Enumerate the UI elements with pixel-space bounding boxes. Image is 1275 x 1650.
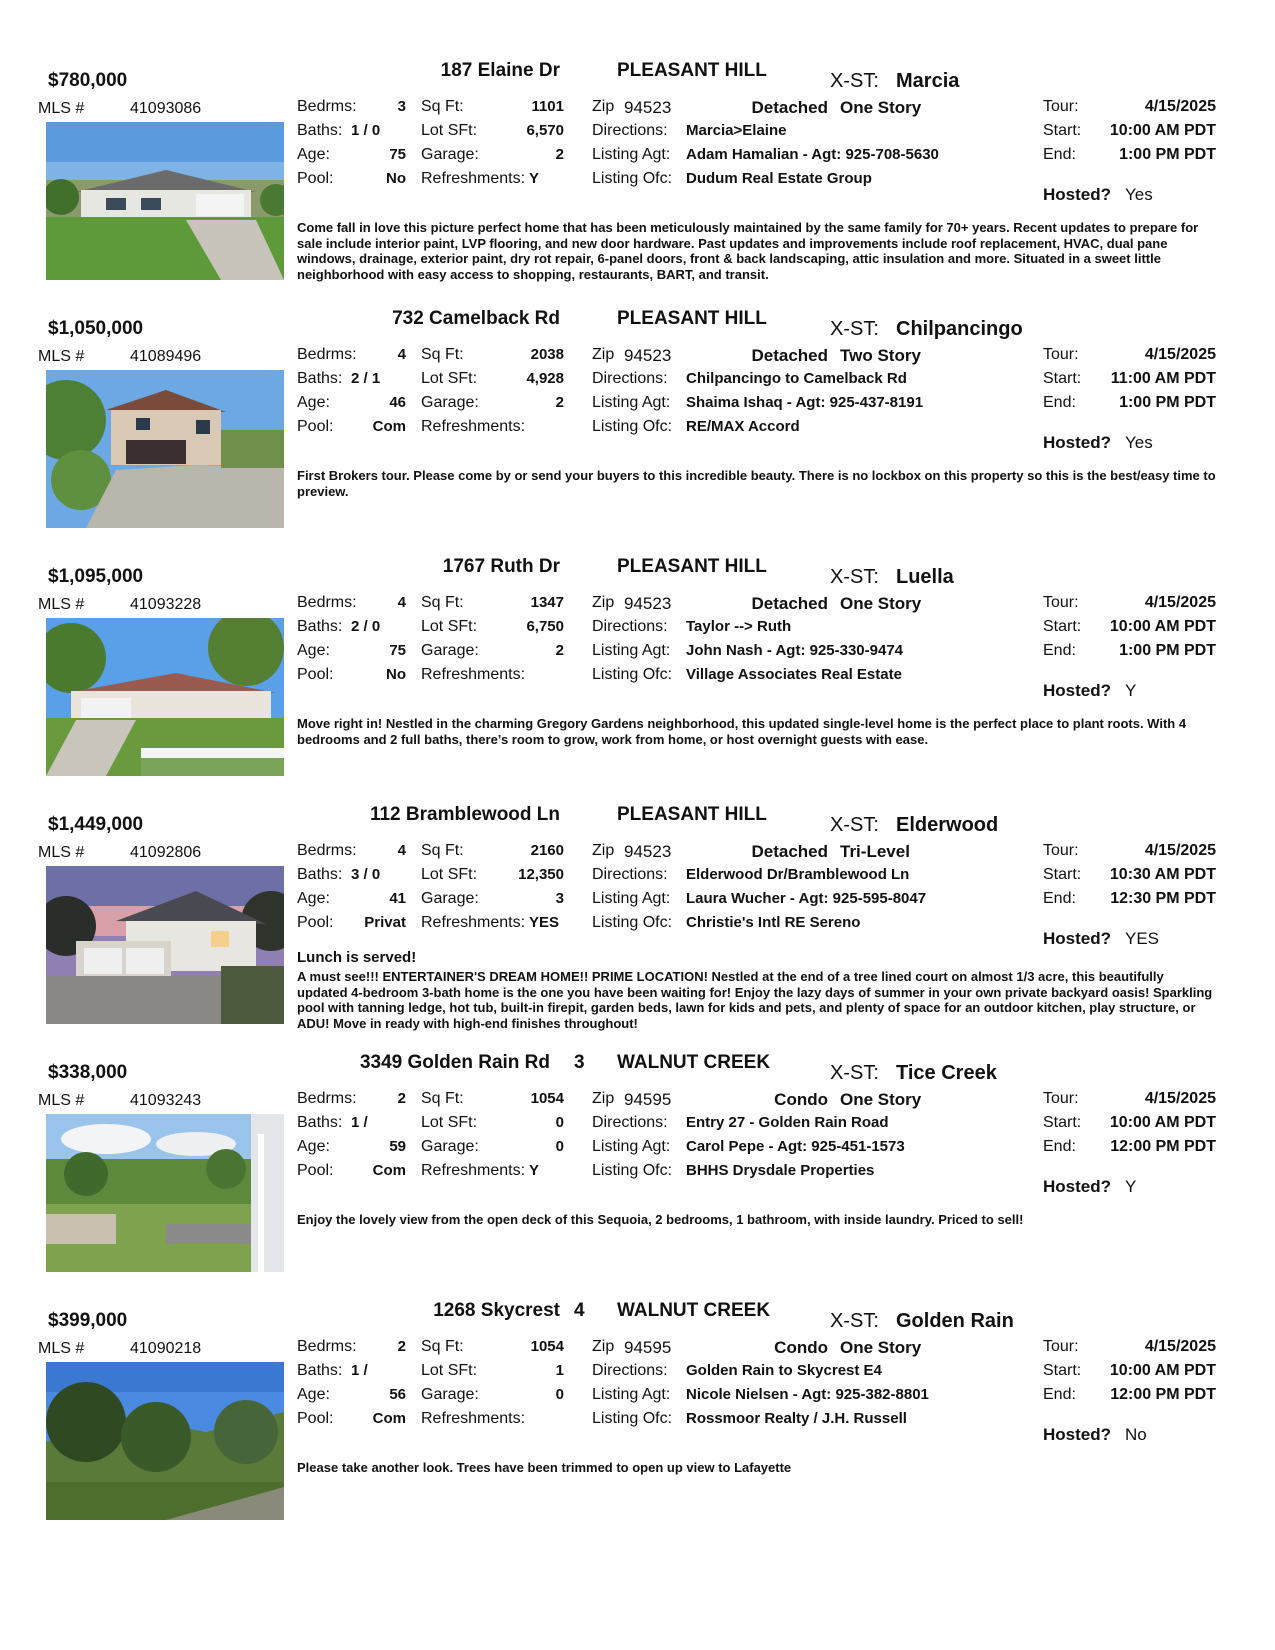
cross-street: Luella <box>896 566 954 588</box>
bedrooms-label: Bedrms: <box>297 842 357 859</box>
listing-office-value: BHHS Drysdale Properties <box>686 1162 875 1179</box>
listing-agent-value: Carol Pepe - Agt: 925-451-1573 <box>686 1138 905 1155</box>
directions-value: Taylor --> Ruth <box>686 618 792 635</box>
refreshments-value: Y <box>529 170 540 187</box>
zip-label: Zip <box>592 842 615 859</box>
refreshments-label: Refreshments: <box>421 666 526 683</box>
tour-label: Tour: <box>1043 346 1079 363</box>
garage-label: Garage: <box>421 394 479 411</box>
listing-office-value: Christie's Intl RE Sereno <box>686 914 861 931</box>
lot-sqft-label: Lot SFt: <box>421 618 478 635</box>
unit-number: 3 <box>574 1052 585 1073</box>
directions-label: Directions: <box>592 122 668 139</box>
cross-street: Tice Creek <box>896 1062 997 1084</box>
listing-office-label: Listing Ofc: <box>592 1410 673 1427</box>
listing-agent-value: Shaima Ishaq - Agt: 925-437-8191 <box>686 394 924 411</box>
pool-value: Com <box>372 418 406 435</box>
pool-label: Pool: <box>297 418 334 435</box>
city: PLEASANT HILL <box>617 60 767 81</box>
lot-sqft-value: 6,750 <box>526 618 564 635</box>
address: 1767 Ruth Dr <box>442 556 560 577</box>
start-label: Start: <box>1043 1114 1082 1131</box>
property-type: Detached <box>751 98 828 117</box>
lot-sqft-label: Lot SFt: <box>421 1362 478 1379</box>
lot-sqft-label: Lot SFt: <box>421 122 478 139</box>
cross-street-label: X-ST: <box>830 318 879 340</box>
sqft-value: 1101 <box>531 98 564 115</box>
zip-value: 94523 <box>624 346 672 365</box>
end-label: End: <box>1043 890 1076 907</box>
property-style: One Story <box>840 1338 922 1357</box>
remarks: Lunch is served! <box>297 949 417 966</box>
sqft-value: 1054 <box>530 1338 564 1355</box>
start-time: 10:00 AM PDT <box>1109 1362 1216 1379</box>
directions-value: Chilpancingo to Camelback Rd <box>686 370 907 387</box>
tour-label: Tour: <box>1043 98 1079 115</box>
hosted-value: Yes <box>1125 433 1153 452</box>
end-label: End: <box>1043 146 1076 163</box>
directions-label: Directions: <box>592 370 668 387</box>
listing-office-label: Listing Ofc: <box>592 666 673 683</box>
tour-date: 4/15/2025 <box>1144 98 1216 115</box>
tour-date: 4/15/2025 <box>1144 346 1216 363</box>
directions-label: Directions: <box>592 618 668 635</box>
tour-label: Tour: <box>1043 1338 1079 1355</box>
hosted-value: Y <box>1125 681 1137 700</box>
age-value: 75 <box>389 146 406 163</box>
zip-value: 94523 <box>624 842 672 861</box>
refreshments-label: Refreshments: <box>421 914 526 931</box>
bedrooms-value: 2 <box>397 1338 406 1355</box>
cross-street: Golden Rain <box>896 1310 1014 1332</box>
directions-label: Directions: <box>592 866 668 883</box>
end-time: 12:00 PM PDT <box>1110 1138 1216 1155</box>
pool-label: Pool: <box>297 1410 334 1427</box>
price: $1,050,000 <box>48 318 144 339</box>
end-label: End: <box>1043 1386 1076 1403</box>
garage-value: 2 <box>555 146 564 163</box>
mls-number: 41093243 <box>130 1092 202 1109</box>
description: Please take another look. Trees have been trimmed to open up view to Lafayette <box>297 1460 792 1475</box>
bedrooms-value: 3 <box>397 98 406 115</box>
age-value: 75 <box>389 642 406 659</box>
property-style: One Story <box>840 594 922 613</box>
start-time: 10:00 AM PDT <box>1109 122 1216 139</box>
garage-label: Garage: <box>421 146 479 163</box>
cross-street: Elderwood <box>896 814 999 836</box>
unit-number: 4 <box>574 1300 585 1321</box>
hosted-label: Hosted? <box>1043 1177 1111 1196</box>
zip-value: 94595 <box>624 1090 672 1109</box>
cross-street-label: X-ST: <box>830 70 879 92</box>
bedrooms-value: 4 <box>397 842 406 859</box>
property-photo <box>46 1114 284 1272</box>
start-label: Start: <box>1043 866 1082 883</box>
pool-value: Privat <box>364 914 406 931</box>
property-style: Tri-Level <box>840 842 910 861</box>
lot-sqft-value: 6,570 <box>526 122 564 139</box>
lot-sqft-value: 4,928 <box>526 370 564 387</box>
cross-street: Marcia <box>896 70 960 92</box>
listing-41093243 <box>0 1052 1275 1310</box>
listing-41093228 <box>0 556 1275 814</box>
lot-sqft-label: Lot SFt: <box>421 866 478 883</box>
mls-label: MLS # <box>38 1092 85 1109</box>
listing-agent-label: Listing Agt: <box>592 394 671 411</box>
listing-office-value: Rossmoor Realty / J.H. Russell <box>686 1410 907 1427</box>
end-time: 1:00 PM PDT <box>1119 146 1216 163</box>
refreshments-value: Y <box>529 1162 540 1179</box>
property-style: Two Story <box>840 346 921 365</box>
baths-label: Baths: <box>297 122 343 139</box>
start-time: 10:00 AM PDT <box>1109 618 1216 635</box>
cross-street-label: X-ST: <box>830 1062 879 1084</box>
cross-street-label: X-ST: <box>830 566 879 588</box>
cross-street-label: X-ST: <box>830 1310 879 1332</box>
pool-label: Pool: <box>297 666 334 683</box>
start-label: Start: <box>1043 618 1082 635</box>
tour-date: 4/15/2025 <box>1144 594 1216 611</box>
hosted-value: No <box>1125 1425 1147 1444</box>
lot-sqft-value: 12,350 <box>518 866 564 883</box>
lot-sqft-value: 1 <box>555 1362 564 1379</box>
pool-value: No <box>386 666 406 683</box>
bedrooms-value: 4 <box>397 594 406 611</box>
refreshments-label: Refreshments: <box>421 170 526 187</box>
hosted-label: Hosted? <box>1043 433 1111 452</box>
property-photo <box>46 618 284 776</box>
city: WALNUT CREEK <box>617 1052 771 1073</box>
address: 732 Camelback Rd <box>392 308 560 329</box>
property-photo <box>46 866 284 1024</box>
baths-label: Baths: <box>297 370 343 387</box>
end-time: 12:30 PM PDT <box>1110 890 1216 907</box>
start-label: Start: <box>1043 370 1082 387</box>
pool-value: Com <box>372 1410 406 1427</box>
age-label: Age: <box>297 1386 330 1403</box>
description: Come fall in love this picture perfect home that has been meticulously maintained by the same family for 70+ years. Recent updates to prepare for sale include interior paint, LVP flooring, and new door hardware. Past updates and improvements include roof replacement, HVAC, dual pane windows, drainage, exterior paint, dry rot repair, 6-panel doors, front & back landscaping, attic insulation and more. Situated in a sweet little neighborhood with easy access to shopping, restaurants, BART, and transit. <box>297 220 1199 282</box>
description: Move right in! Nestled in the charming Gregory Gardens neighborhood, this updated single-level home is the perfect place to plant roots. With 4 bedrooms and 2 full baths, there’s room to grow, work from home, or host overnight guests with ease. <box>297 716 1187 747</box>
age-value: 59 <box>389 1138 406 1155</box>
garage-value: 0 <box>555 1386 564 1403</box>
zip-value: 94595 <box>624 1338 672 1357</box>
sqft-value: 1054 <box>530 1090 564 1107</box>
city: PLEASANT HILL <box>617 308 767 329</box>
hosted-label: Hosted? <box>1043 1425 1111 1444</box>
end-time: 1:00 PM PDT <box>1119 642 1216 659</box>
listing-agent-value: Nicole Nielsen - Agt: 925-382-8801 <box>686 1386 929 1403</box>
hosted-value: YES <box>1125 929 1160 948</box>
listing-agent-label: Listing Agt: <box>592 1386 671 1403</box>
price: $1,449,000 <box>48 814 144 835</box>
tour-date: 4/15/2025 <box>1144 1338 1216 1355</box>
hosted-value: Yes <box>1125 185 1153 204</box>
refreshments-value: YES <box>529 914 560 931</box>
listing-office-label: Listing Ofc: <box>592 914 673 931</box>
age-label: Age: <box>297 394 330 411</box>
hosted-label: Hosted? <box>1043 681 1111 700</box>
address: 3349 Golden Rain Rd <box>359 1052 550 1073</box>
listing-41089496 <box>0 308 1275 566</box>
start-time: 10:30 AM PDT <box>1109 866 1216 883</box>
property-photo <box>46 370 284 528</box>
bedrooms-label: Bedrms: <box>297 346 357 363</box>
zip-label: Zip <box>592 1090 615 1107</box>
listing-agent-value: Adam Hamalian - Agt: 925-708-5630 <box>686 146 939 163</box>
bedrooms-label: Bedrms: <box>297 1338 357 1355</box>
baths-label: Baths: <box>297 618 343 635</box>
hosted-label: Hosted? <box>1043 185 1111 204</box>
hosted-label: Hosted? <box>1043 929 1111 948</box>
pool-value: No <box>386 170 406 187</box>
zip-label: Zip <box>592 98 615 115</box>
baths-value: 1 / <box>351 1114 368 1131</box>
listing-agent-value: John Nash - Agt: 925-330-9474 <box>686 642 904 659</box>
bedrooms-label: Bedrms: <box>297 98 357 115</box>
address: 187 Elaine Dr <box>440 60 560 81</box>
mls-label: MLS # <box>38 100 85 117</box>
zip-label: Zip <box>592 594 615 611</box>
end-label: End: <box>1043 394 1076 411</box>
mls-label: MLS # <box>38 348 85 365</box>
baths-label: Baths: <box>297 1114 343 1131</box>
sqft-label: Sq Ft: <box>421 594 464 611</box>
end-time: 12:00 PM PDT <box>1110 1386 1216 1403</box>
lot-sqft-label: Lot SFt: <box>421 370 478 387</box>
garage-label: Garage: <box>421 1138 479 1155</box>
tour-label: Tour: <box>1043 1090 1079 1107</box>
cross-street: Chilpancingo <box>896 318 1023 340</box>
city: PLEASANT HILL <box>617 804 767 825</box>
baths-value: 2 / 0 <box>351 618 381 635</box>
price: $780,000 <box>48 70 128 91</box>
property-type: Condo <box>774 1090 828 1109</box>
zip-label: Zip <box>592 1338 615 1355</box>
baths-value: 1 / 0 <box>351 122 381 139</box>
tour-date: 4/15/2025 <box>1144 1090 1216 1107</box>
sqft-value: 1347 <box>530 594 564 611</box>
garage-value: 3 <box>555 890 564 907</box>
age-label: Age: <box>297 1138 330 1155</box>
directions-label: Directions: <box>592 1114 668 1131</box>
listing-agent-value: Laura Wucher - Agt: 925-595-8047 <box>686 890 927 907</box>
property-photo <box>46 122 284 280</box>
sqft-label: Sq Ft: <box>421 842 464 859</box>
listing-office-value: RE/MAX Accord <box>686 418 800 435</box>
garage-value: 2 <box>555 642 564 659</box>
sqft-label: Sq Ft: <box>421 1338 464 1355</box>
baths-value: 1 / <box>351 1362 368 1379</box>
pool-label: Pool: <box>297 1162 334 1179</box>
sqft-value: 2160 <box>530 842 564 859</box>
description: Enjoy the lovely view from the open deck of this Sequoia, 2 bedrooms, 1 bathroom, with inside laundry. Priced to sell! <box>297 1212 1024 1227</box>
description: First Brokers tour. Please come by or send your buyers to this incredible beauty. There is no lockbox on this property so this is the best/easy time to preview. <box>297 468 1216 499</box>
city: WALNUT CREEK <box>617 1300 771 1321</box>
zip-label: Zip <box>592 346 615 363</box>
garage-label: Garage: <box>421 642 479 659</box>
listing-office-value: Village Associates Real Estate <box>686 666 902 683</box>
bedrooms-label: Bedrms: <box>297 1090 357 1107</box>
listing-agent-label: Listing Agt: <box>592 1138 671 1155</box>
start-time: 11:00 AM PDT <box>1110 370 1216 387</box>
baths-value: 3 / 0 <box>351 866 381 883</box>
garage-value: 0 <box>555 1138 564 1155</box>
listing-agent-label: Listing Agt: <box>592 146 671 163</box>
listing-agent-label: Listing Agt: <box>592 642 671 659</box>
mls-number: 41093228 <box>130 596 202 613</box>
baths-label: Baths: <box>297 1362 343 1379</box>
description: A must see!!! ENTERTAINER'S DREAM HOME!! PRIME LOCATION! Nestled at the end of a tree lined court on almost 1/3 acre, this beautifully updated 4-bedroom 3-bath home is the one you have been waiting for! Enjoy the lazy days of summer in your own private backyard oasis! Sparkling pool with tanning ledge, hot tub, built-in firepit, garden beds, lawn for kids and pets, and plenty of space for an outdoor kitchen, play structure, or ADU! Move in ready with high-end finishes throughout! <box>297 969 1213 1031</box>
start-label: Start: <box>1043 1362 1082 1379</box>
price: $1,095,000 <box>48 566 144 587</box>
garage-label: Garage: <box>421 1386 479 1403</box>
directions-value: Entry 27 - Golden Rain Road <box>686 1114 889 1131</box>
price: $399,000 <box>48 1310 128 1331</box>
city: PLEASANT HILL <box>617 556 767 577</box>
directions-value: Marcia>Elaine <box>686 122 787 139</box>
listing-41090218 <box>0 1300 1275 1558</box>
bedrooms-value: 2 <box>397 1090 406 1107</box>
refreshments-label: Refreshments: <box>421 1410 526 1427</box>
sqft-value: 2038 <box>530 346 564 363</box>
zip-value: 94523 <box>624 594 672 613</box>
pool-label: Pool: <box>297 914 334 931</box>
property-type: Detached <box>751 842 828 861</box>
age-value: 46 <box>389 394 406 411</box>
cross-street-label: X-ST: <box>830 814 879 836</box>
lot-sqft-label: Lot SFt: <box>421 1114 478 1131</box>
sqft-label: Sq Ft: <box>421 98 464 115</box>
refreshments-label: Refreshments: <box>421 418 526 435</box>
mls-number: 41090218 <box>130 1340 202 1357</box>
listing-agent-label: Listing Agt: <box>592 890 671 907</box>
hosted-value: Y <box>1125 1177 1137 1196</box>
sqft-label: Sq Ft: <box>421 346 464 363</box>
tour-date: 4/15/2025 <box>1144 842 1216 859</box>
age-label: Age: <box>297 146 330 163</box>
property-style: One Story <box>840 1090 922 1109</box>
mls-number: 41089496 <box>130 348 202 365</box>
directions-value: Golden Rain to Skycrest E4 <box>686 1362 882 1379</box>
property-type: Detached <box>751 594 828 613</box>
tour-label: Tour: <box>1043 842 1079 859</box>
age-value: 41 <box>389 890 406 907</box>
listing-office-value: Dudum Real Estate Group <box>686 170 872 187</box>
garage-value: 2 <box>555 394 564 411</box>
mls-label: MLS # <box>38 844 85 861</box>
pool-value: Com <box>372 1162 406 1179</box>
listing-41092806 <box>0 804 1275 1062</box>
mls-label: MLS # <box>38 596 85 613</box>
baths-value: 2 / 1 <box>351 370 381 387</box>
listing-office-label: Listing Ofc: <box>592 170 673 187</box>
sqft-label: Sq Ft: <box>421 1090 464 1107</box>
age-label: Age: <box>297 890 330 907</box>
pool-label: Pool: <box>297 170 334 187</box>
zip-value: 94523 <box>624 98 672 117</box>
age-value: 56 <box>389 1386 406 1403</box>
garage-label: Garage: <box>421 890 479 907</box>
end-label: End: <box>1043 642 1076 659</box>
mls-number: 41093086 <box>130 100 202 117</box>
directions-label: Directions: <box>592 1362 668 1379</box>
mls-label: MLS # <box>38 1340 85 1357</box>
address: 112 Bramblewood Ln <box>369 804 560 825</box>
mls-number: 41092806 <box>130 844 202 861</box>
start-label: Start: <box>1043 122 1082 139</box>
listing-41093086 <box>0 60 1275 318</box>
baths-label: Baths: <box>297 866 343 883</box>
refreshments-label: Refreshments: <box>421 1162 526 1179</box>
lot-sqft-value: 0 <box>555 1114 564 1131</box>
bedrooms-value: 4 <box>397 346 406 363</box>
property-type: Detached <box>751 346 828 365</box>
listing-office-label: Listing Ofc: <box>592 418 673 435</box>
end-label: End: <box>1043 1138 1076 1155</box>
property-style: One Story <box>840 98 922 117</box>
price: $338,000 <box>48 1062 128 1083</box>
address: 1268 Skycrest <box>433 1300 560 1321</box>
start-time: 10:00 AM PDT <box>1109 1114 1216 1131</box>
end-time: 1:00 PM PDT <box>1119 394 1216 411</box>
listing-office-label: Listing Ofc: <box>592 1162 673 1179</box>
age-label: Age: <box>297 642 330 659</box>
directions-value: Elderwood Dr/Bramblewood Ln <box>686 866 910 883</box>
property-photo <box>46 1362 284 1520</box>
bedrooms-label: Bedrms: <box>297 594 357 611</box>
property-type: Condo <box>774 1338 828 1357</box>
tour-label: Tour: <box>1043 594 1079 611</box>
